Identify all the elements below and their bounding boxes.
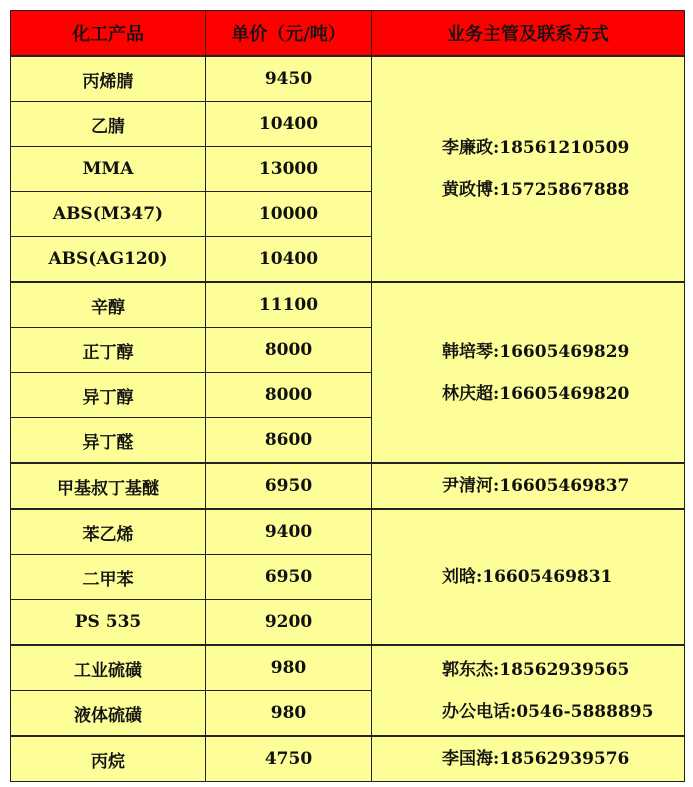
price-cell: 6950 bbox=[206, 555, 372, 600]
contact-cell bbox=[372, 282, 685, 463]
contact-cell bbox=[372, 463, 685, 509]
contact-line: 林庆超:16605469820 bbox=[442, 383, 630, 404]
contact-line: 尹清河:16605469837 bbox=[442, 476, 630, 496]
product-cell: 苯乙烯 bbox=[11, 509, 206, 555]
contact-line: 李国海:18562939576 bbox=[442, 749, 630, 769]
price-cell: 980 bbox=[206, 691, 372, 737]
price-cell: 8000 bbox=[206, 328, 372, 373]
product-cell: PS 535 bbox=[11, 600, 206, 646]
product-cell: 异丁醇 bbox=[11, 373, 206, 418]
header-contact: 业务主管及联系方式 bbox=[372, 11, 685, 57]
header-price: 单价（元/吨） bbox=[206, 11, 372, 57]
product-cell: 异丁醛 bbox=[11, 418, 206, 464]
product-cell: 二甲苯 bbox=[11, 555, 206, 600]
contact-cell bbox=[372, 736, 685, 782]
contact-cell bbox=[372, 645, 685, 736]
table-row bbox=[11, 509, 685, 555]
table-row bbox=[11, 736, 685, 782]
product-cell: 丙烷 bbox=[11, 736, 206, 782]
header-product: 化工产品 bbox=[11, 11, 206, 57]
price-cell: 4750 bbox=[206, 736, 372, 782]
product-cell: ABS(AG120) bbox=[11, 237, 206, 283]
price-cell: 10000 bbox=[206, 192, 372, 237]
price-table bbox=[10, 10, 685, 782]
product-cell: ABS(M347) bbox=[11, 192, 206, 237]
price-cell: 11100 bbox=[206, 282, 372, 328]
contact-line: 韩培琴:16605469829 bbox=[442, 341, 630, 362]
price-cell: 10400 bbox=[206, 237, 372, 283]
contact-line: 黄政博:15725867888 bbox=[442, 180, 630, 200]
contact-line: 办公电话:0546-5888895 bbox=[442, 701, 654, 722]
product-cell: 液体硫磺 bbox=[11, 691, 206, 737]
price-cell: 980 bbox=[206, 645, 372, 691]
product-cell: MMA bbox=[11, 147, 206, 192]
table-row bbox=[11, 645, 685, 691]
contact-line: 李廉政:18561210509 bbox=[442, 138, 630, 158]
price-cell: 6950 bbox=[206, 463, 372, 509]
product-cell: 乙腈 bbox=[11, 102, 206, 147]
price-cell: 8600 bbox=[206, 418, 372, 464]
price-cell: 8000 bbox=[206, 373, 372, 418]
price-cell: 13000 bbox=[206, 147, 372, 192]
price-cell: 10400 bbox=[206, 102, 372, 147]
contact-line: 刘晗:16605469831 bbox=[442, 567, 613, 587]
contact-cell bbox=[372, 56, 685, 282]
product-cell: 辛醇 bbox=[11, 282, 206, 328]
product-cell: 工业硫磺 bbox=[11, 645, 206, 691]
product-cell: 甲基叔丁基醚 bbox=[11, 463, 206, 509]
contact-line: 郭东杰:18562939565 bbox=[442, 659, 630, 680]
table-row bbox=[11, 56, 685, 102]
price-cell: 9200 bbox=[206, 600, 372, 646]
price-cell: 9450 bbox=[206, 56, 372, 102]
table-header-row bbox=[11, 11, 685, 57]
price-cell: 9400 bbox=[206, 509, 372, 555]
table-row bbox=[11, 282, 685, 328]
contact-cell bbox=[372, 509, 685, 645]
product-cell: 正丁醇 bbox=[11, 328, 206, 373]
table-row bbox=[11, 463, 685, 509]
product-cell: 丙烯腈 bbox=[11, 56, 206, 102]
